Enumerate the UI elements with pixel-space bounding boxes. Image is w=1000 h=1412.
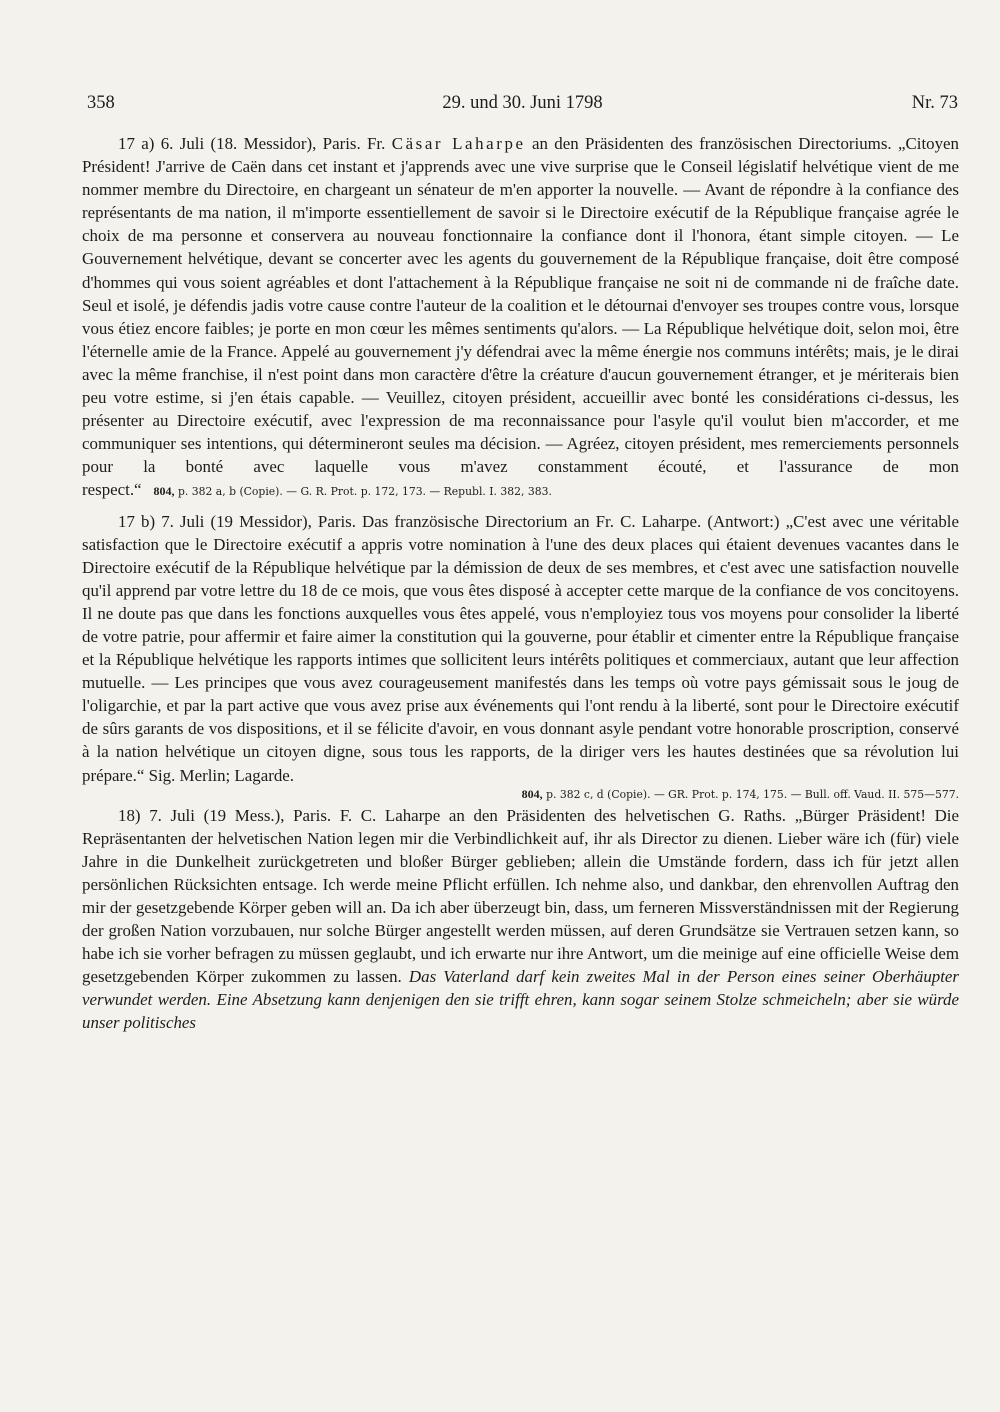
document-body: [82, 132, 959, 1035]
source-detail: p. 382 a, b (Copie). — G. R. Prot. p. 172, 173. — Republ. I. 382, 383.: [177, 485, 552, 499]
source-reference: [154, 485, 552, 498]
entry-author: Cäsar Laharpe: [391, 134, 526, 153]
entry-heading: 7. Juli (19 Mess.), Paris. F. C. Laharpe an den Präsidenten des helvetischen G. Raths.: [149, 805, 787, 825]
entry-label: 18): [118, 805, 141, 825]
entry-recipient: an den Präsidenten des französischen Directoriums.: [532, 134, 892, 153]
source-number: 804,: [153, 484, 175, 499]
source-reference: [82, 786, 959, 803]
entry-18: [82, 804, 959, 1035]
entry-17a: [82, 132, 959, 504]
page-header: [87, 93, 958, 119]
page-number: 358: [87, 93, 115, 113]
italic-passage: Das Vaterland darf kein zweites Mal in der Person eines seiner Oberhäupter verwundet werden. Eine Absetzung kann denjenigen den sie trifft ehren, kann sogar seinem Stolze schmeicheln; aber sie würde unser politisches: [82, 967, 959, 1033]
entry-label: 17 b): [118, 511, 156, 531]
entry-label: 17 a): [118, 134, 155, 153]
running-title: 29. und 30. Juni 1798: [442, 93, 603, 113]
source-number: 804,: [521, 786, 543, 801]
entry-text: „Citoyen Président! J'arrive de Caën dans cet instant et j'apprends avec une vive surprise que le Conseil législatif helvétique vient de me nommer membre du Directoire, en chargeant un sénateur de m'en apporter la nouvelle. — Avant de répondre à la confiance des représentants de ma nation, il m'importe essentiellement de savoir si le Directoire exécutif de la République française agrée le choix de ma personne et conservera au nouveau fonctionnaire la confiance dont il l'honora, étant simple citoyen. — Le Gouvernement helvétique, devant se concerter avec les agents du gouvernement de la République française, doit être composé d'hommes qui vous soient agréables et dont l'attachement à la République française ne soit ni de commande ni de fraîche date. Seul et isolé, je défendis jadis votre cause contre l'auteur de la coalition et le détournai d'envoyer ses troupes contre vous, lorsque vous étiez encore faibles; je porte en mon cœur les mêmes sentiments qu'alors. — La République helvétique doit, selon moi, être l'éternelle amie de la France. Appelé au gouvernement j'y défendrai avec la même énergie nos communs intérêts; mais, je le dirai avec la même franchise, il n'est point dans mon caractère d'être la créature d'aucun gouvernement étranger, et je mériterais bien peu votre estime, si j'en étais capable. — Veuillez, citoyen président, accueillir avec bonté les considérations ci-dessus, les présenter au Directoire exécutif, avec l'expression de ma reconnaissance pour l'asyle qu'il voulut bien m'accorder, et me communiquer ses intentions, qui détermineront seules ma décision. — Agréez, citoyen président, mes remerciements personnels pour la bonté avec laquelle vous m'avez constamment écouté, et l'assurance de mon respect.“: [82, 134, 959, 500]
document-number: Nr. 73: [911, 93, 958, 113]
entry-text: „Bürger Präsident! Die Repräsentanten der helvetischen Nation legen mir die Verbindlichkeit auf, ihr als Director zu dienen. Lieber wäre ich (für) viele Jahre in die Dunkelheit zurückgetreten und bloßer Bürger geblieben; allein die Umstände fordern, dass ich für jetzt allen persönlichen Rücksichten entsage. Ich werde meine Pflicht erfüllen. Ich nehme also, und dankbar, den ehrenvollen Auftrag den mir der gesetzgebende Körper geben will an. Da ich aber überzeugt bin, dass, um ferneren Missverständnissen mit der Regierung der großen Nation vorzubauen, nur solche Bürger angestellt werden müssen, auf deren Grundsätze sie Vertrauen setzen kann, so habe ich sie vorher befragen zu müssen geglaubt, und ich erwarte nur ihre Antwort, um die meinige auf eine officielle Weise dem gesetzgebenden Körper zukommen zu lassen.: [82, 805, 959, 987]
entry-heading: 7. Juli (19 Messidor), Paris. Das französische Directorium an Fr. C. Laharpe. (Antwort:): [161, 511, 780, 531]
entry-text: „C'est avec une véritable satisfaction que le Directoire exécutif a appris votre nomination à l'une des deux places qui étaient devenues vacantes dans le Directoire exécutif de la République helvétique par la démission de deux de ses membres, et c'est avec une satisfaction nouvelle qu'il apprend par votre lettre du 18 de ce mois, que vous êtes disposé à accepter cette marque de la confiance de vos concitoyens. Il ne doute pas que dans les fonctions auxquelles vous êtes appelé, vous n'employiez tous vos moyens pour consolider la liberté de votre patrie, pour affermir et faire aimer la constitution qui la gouverne, pour établir et cimenter entre la République française et la République helvétique les rapports intimes que sollicitent leurs intérêts politiques et commerciaux, autant que leur affection mutuelle. — Les principes que vous avez courageusement manifestés dans les temps où votre pays gémissait sous le joug de l'oligarchie, et par la part active que vous avez prise aux événements qui l'ont rendu à la liberté, sont pour le Directoire exécutif de sûrs garants de vos dispositions, et il se félicite d'avoir, en vous donnant asyle pendant votre honorable proscription, conservé à la nation helvétique un citoyen digne, sous tous les rapports, de la diriger vers les hautes destinées que sa révolution lui prépare.“ Sig. Merlin; Lagarde.: [82, 511, 959, 785]
entry-17b: [82, 510, 959, 787]
source-detail: p. 382 c, d (Copie). — GR. Prot. p. 174, 175. — Bull. off. Vaud. II. 575—577.: [546, 787, 959, 801]
entry-date-place: 6. Juli (18. Messidor), Paris. Fr.: [160, 134, 386, 153]
